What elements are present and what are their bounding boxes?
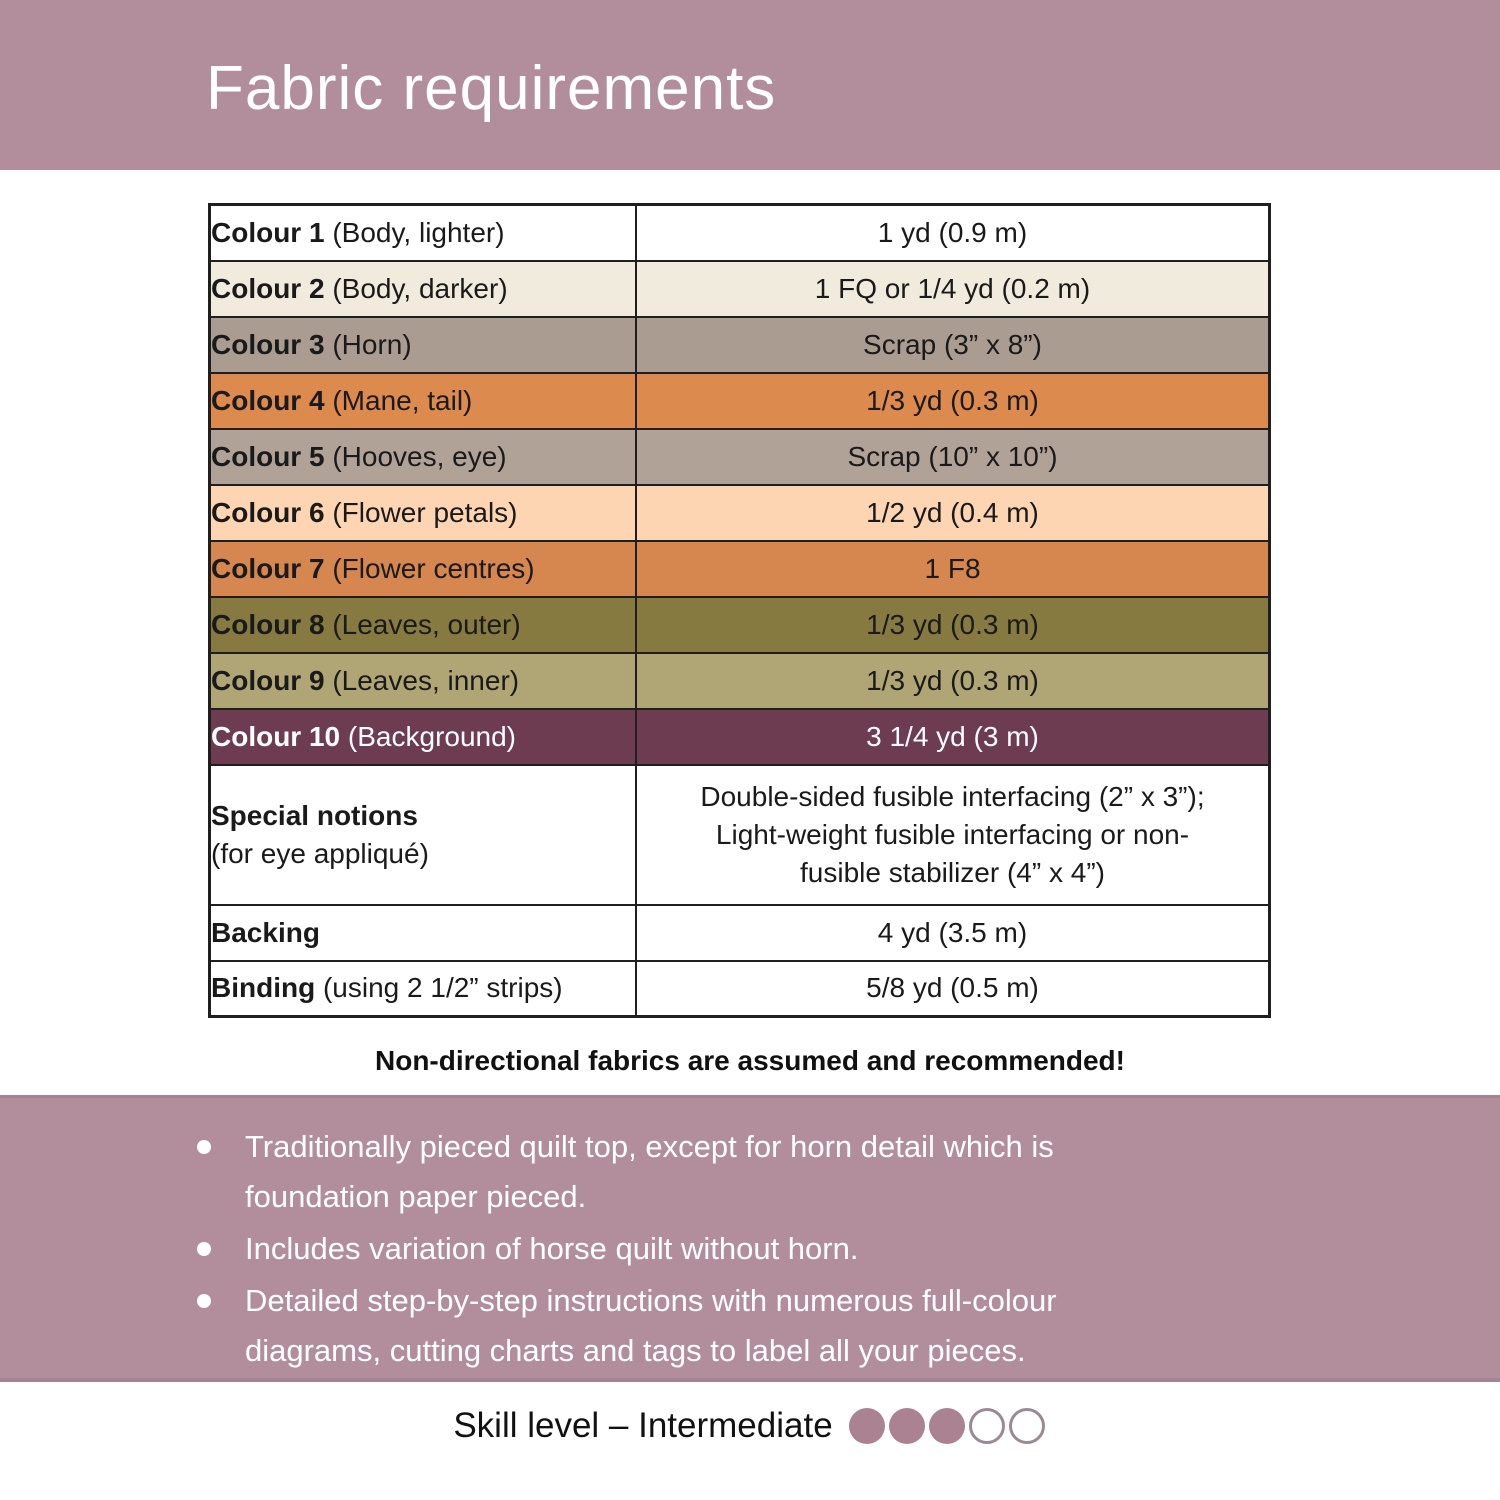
colour-name: Colour 10	[211, 720, 341, 752]
feature-line: diagrams, cutting charts and tags to label all your pieces.	[245, 1333, 1026, 1368]
fabric-value-cell: 1/3 yd (0.3 m)	[636, 373, 1270, 429]
colour-name: Colour 3	[211, 328, 325, 360]
skill-dot-empty	[1009, 1408, 1045, 1444]
fabric-value-cell: 4 yd (3.5 m)	[636, 905, 1270, 961]
feature-line: Detailed step-by-step instructions with numerous full-colour	[245, 1283, 1057, 1318]
fabric-value-cell: 1 yd (0.9 m)	[636, 205, 1270, 261]
bullet-icon	[197, 1140, 211, 1154]
fabric-row-binding	[210, 961, 1270, 1017]
colour-usage: (Background)	[340, 720, 517, 752]
special-notions-value-line: Double-sided fusible interfacing (2” x 3”);	[700, 780, 1205, 812]
fabric-value-cell: 1/3 yd (0.3 m)	[636, 653, 1270, 709]
feature-item	[197, 1276, 1500, 1376]
note-text: Non-directional fabrics are assumed and recommended!	[375, 1045, 1125, 1076]
fabric-value-cell: 1/2 yd (0.4 m)	[636, 485, 1270, 541]
feature-text	[245, 1276, 1235, 1376]
features-panel	[0, 1095, 1500, 1382]
fabric-label-cell	[210, 317, 637, 373]
fabric-value-cell: Scrap (3” x 8”)	[636, 317, 1270, 373]
fabric-row-colour-1	[210, 205, 1270, 261]
fabric-row-colour-6	[210, 485, 1270, 541]
binding-label: Binding	[211, 972, 316, 1004]
fabric-value-cell: 3 1/4 yd (3 m)	[636, 709, 1270, 765]
colour-name: Colour 2	[211, 272, 325, 304]
colour-name: Colour 5	[211, 440, 325, 472]
fabric-row-colour-3	[210, 317, 1270, 373]
skill-dot-filled	[849, 1408, 885, 1444]
skill-dot-filled	[889, 1408, 925, 1444]
page-title: Fabric requirements	[206, 53, 777, 123]
colour-usage: (Hooves, eye)	[324, 440, 507, 472]
fabric-value-cell: 1 FQ or 1/4 yd (0.2 m)	[636, 261, 1270, 317]
fabric-row-colour-7	[210, 541, 1270, 597]
fabric-label-cell	[210, 541, 637, 597]
feature-line: Traditionally pieced quilt top, except for horn detail which is	[245, 1129, 1054, 1164]
special-notions-value-line: fusible stabilizer (4” x 4”)	[800, 856, 1105, 888]
skill-dot-filled	[929, 1408, 965, 1444]
colour-usage: (Flower centres)	[324, 552, 535, 584]
fabric-value-cell: 1/3 yd (0.3 m)	[636, 597, 1270, 653]
fabric-row-backing	[210, 905, 1270, 961]
fabric-label-cell	[210, 653, 637, 709]
colour-usage: (Leaves, inner)	[324, 664, 520, 696]
colour-name: Colour 9	[211, 664, 325, 696]
fabric-row-colour-9	[210, 653, 1270, 709]
colour-name: Colour 8	[211, 608, 325, 640]
fabric-label-cell	[210, 429, 637, 485]
feature-line: Includes variation of horse quilt without horn.	[245, 1231, 859, 1266]
fabric-row-special-notions	[210, 765, 1270, 905]
fabric-value-cell: 5/8 yd (0.5 m)	[636, 961, 1270, 1017]
fabric-value-cell	[636, 765, 1270, 905]
backing-label: Backing	[211, 916, 320, 948]
fabric-label-cell	[210, 373, 637, 429]
fabric-row-colour-10	[210, 709, 1270, 765]
feature-item	[197, 1122, 1500, 1222]
skill-dots	[847, 1408, 1047, 1444]
fabric-row-colour-2	[210, 261, 1270, 317]
skill-level	[0, 1406, 1500, 1446]
fabric-label-cell	[210, 205, 637, 261]
special-notions-sublabel: (for eye appliqué)	[211, 837, 429, 869]
fabric-row-colour-4	[210, 373, 1270, 429]
feature-line: foundation paper pieced.	[245, 1179, 587, 1214]
fabric-label-cell	[210, 485, 637, 541]
fabric-row-colour-5	[210, 429, 1270, 485]
feature-item	[197, 1224, 1500, 1274]
fabric-label-cell	[210, 961, 637, 1017]
colour-name: Colour 7	[211, 552, 325, 584]
colour-usage: (Mane, tail)	[324, 384, 473, 416]
fabric-label-cell	[210, 709, 637, 765]
skill-dot-empty	[969, 1408, 1005, 1444]
special-notions-value-line: Light-weight fusible interfacing or non-	[715, 818, 1190, 850]
fabric-label-cell	[210, 905, 637, 961]
special-notions-label: Special notions	[211, 799, 418, 831]
fabric-value-cell: 1 F8	[636, 541, 1270, 597]
colour-usage: (Flower petals)	[324, 496, 518, 528]
feature-text	[245, 1122, 1235, 1222]
feature-text	[245, 1224, 1235, 1274]
colour-usage: (Leaves, outer)	[324, 608, 521, 640]
skill-level-label: Skill level – Intermediate	[453, 1406, 833, 1445]
colour-usage: (Horn)	[324, 328, 412, 360]
bullet-icon	[197, 1242, 211, 1256]
bullet-icon	[197, 1294, 211, 1308]
fabric-row-colour-8	[210, 597, 1270, 653]
colour-name: Colour 6	[211, 496, 325, 528]
binding-label-rest: (using 2 1/2” strips)	[315, 972, 563, 1004]
fabric-requirements-table	[208, 203, 1271, 1018]
colour-usage: (Body, darker)	[324, 272, 508, 304]
fabric-value-cell: Scrap (10” x 10”)	[636, 429, 1270, 485]
colour-name: Colour 4	[211, 384, 325, 416]
features-list	[197, 1122, 1500, 1376]
fabric-label-cell	[210, 765, 637, 905]
fabric-label-cell	[210, 597, 637, 653]
page-header	[0, 0, 1500, 170]
fabric-label-cell	[210, 261, 637, 317]
colour-name: Colour 1	[211, 216, 325, 248]
colour-usage: (Body, lighter)	[324, 216, 505, 248]
